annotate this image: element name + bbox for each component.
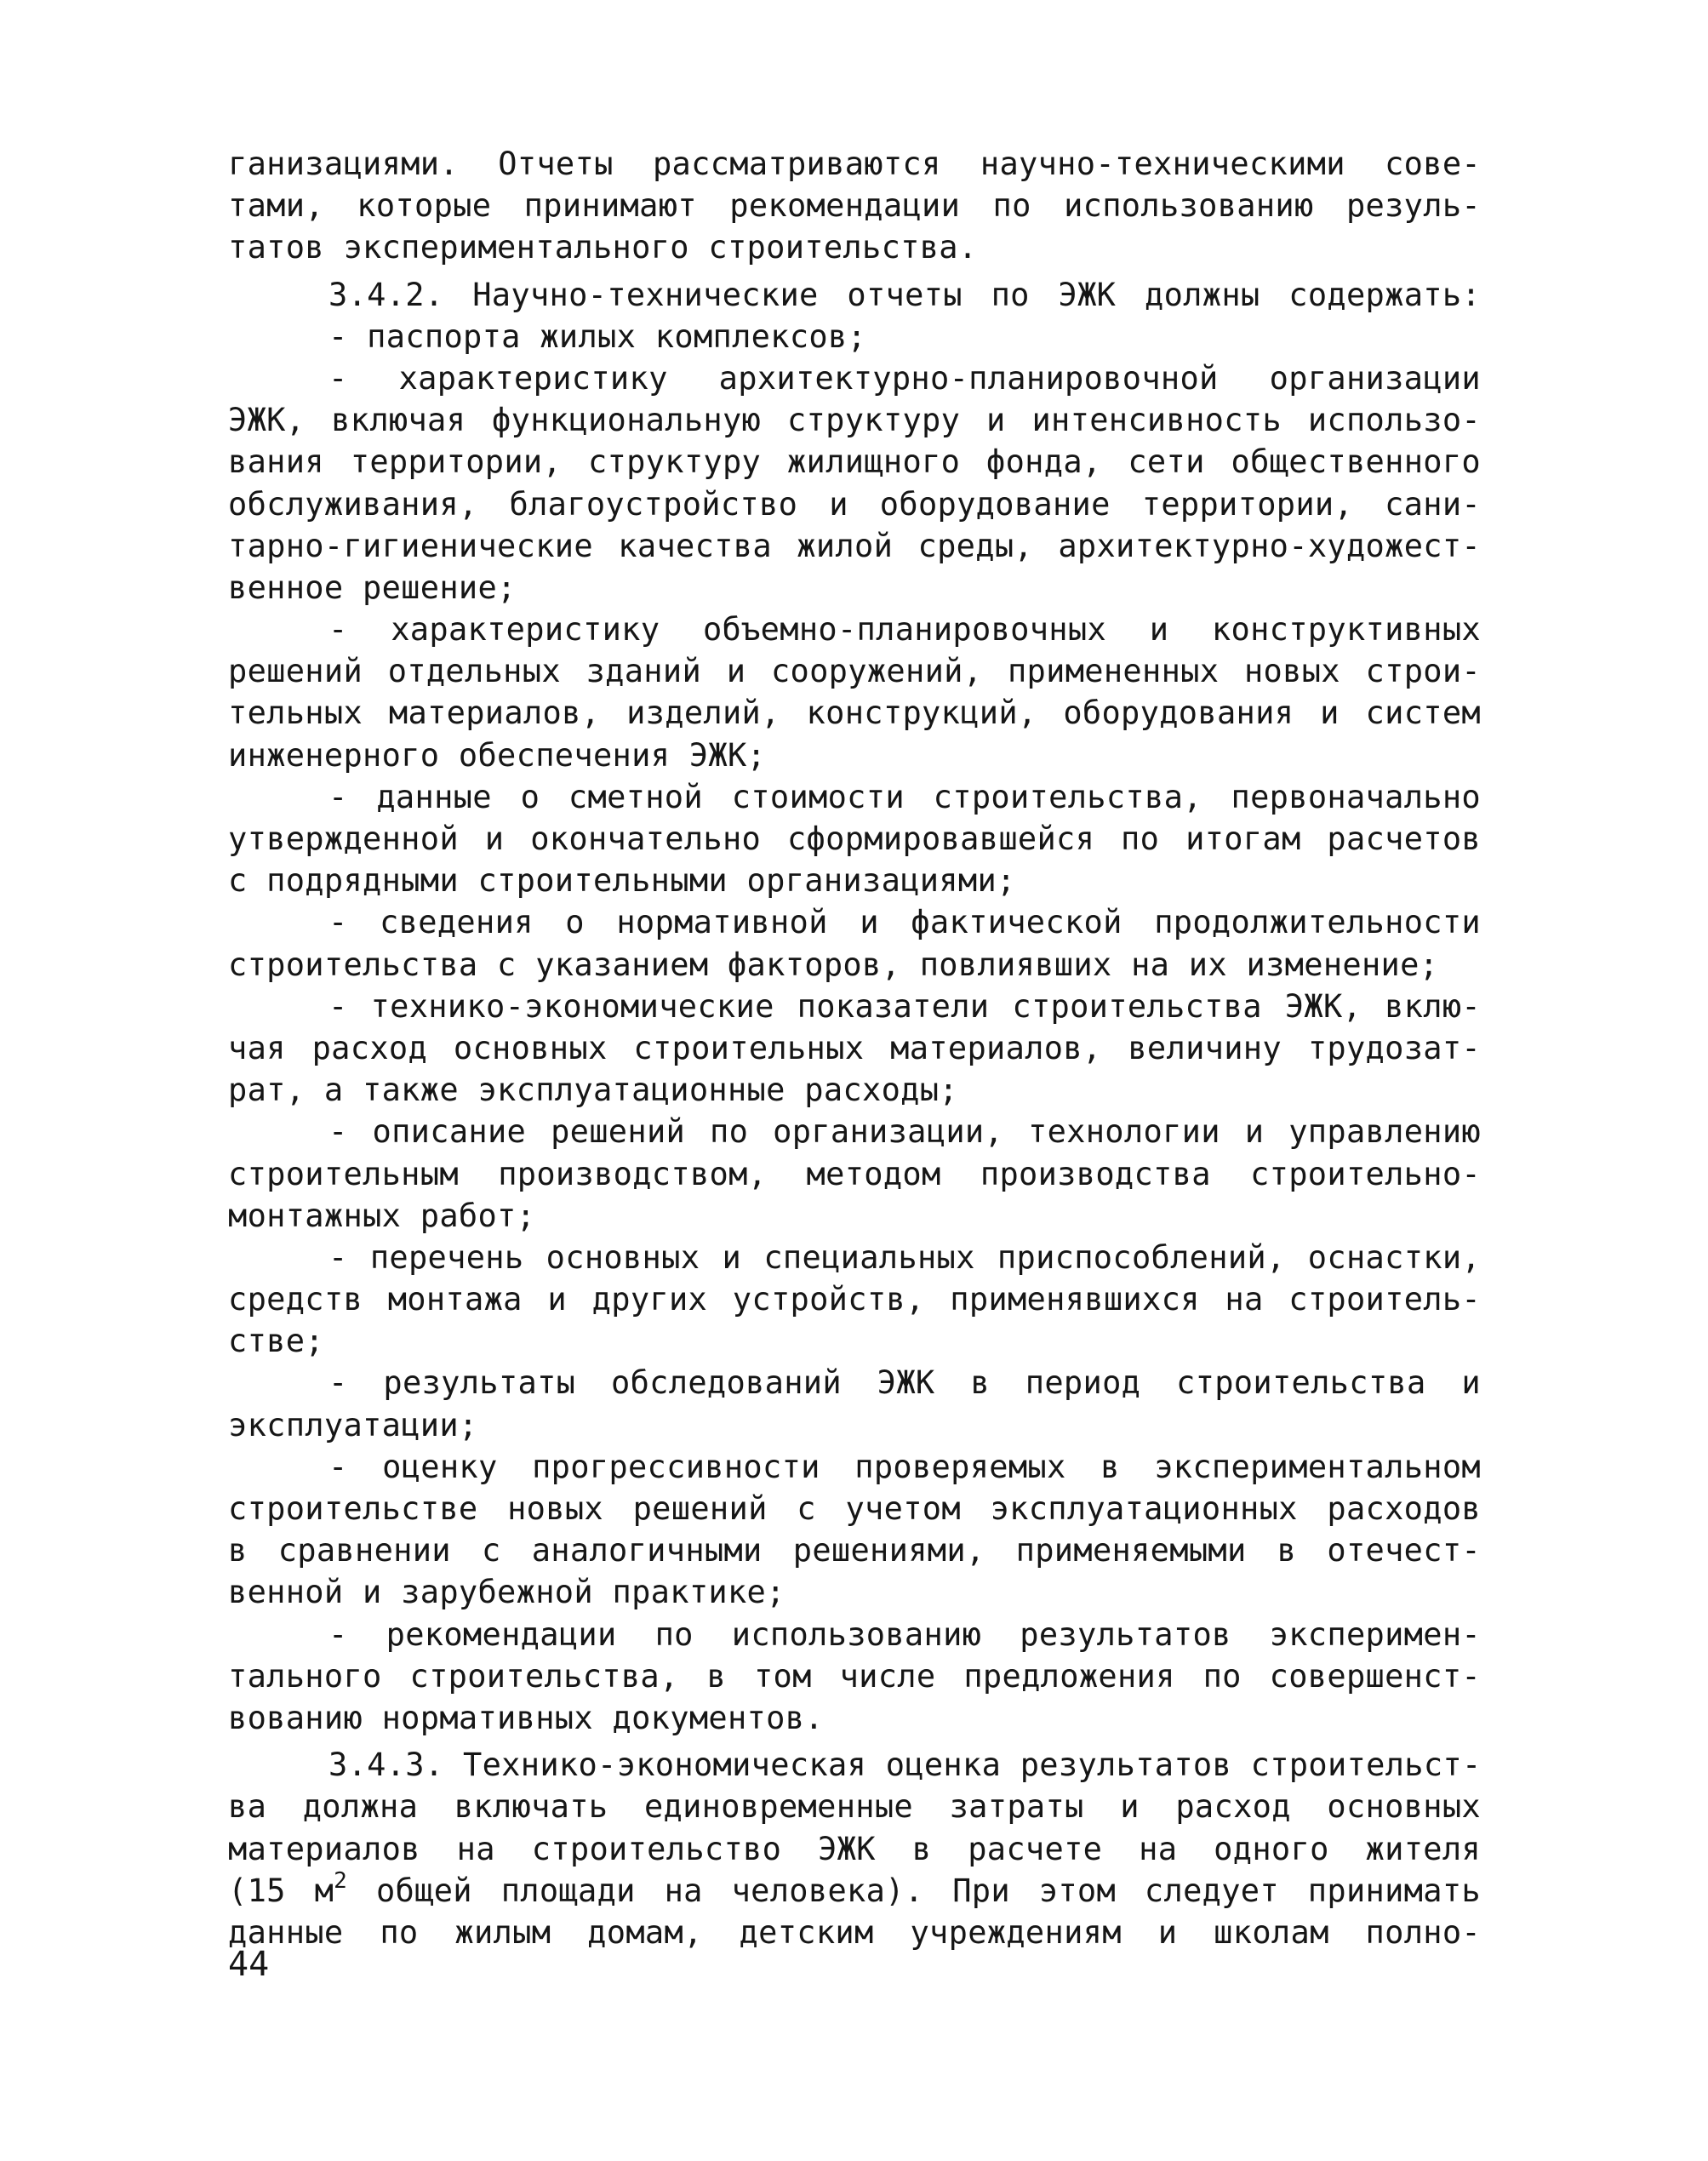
text-line: в сравнении с аналогичными решениями, применяемыми в отечест- [228,1532,1481,1569]
text-line: строительстве новых решений с учетом эксплуатационных расходов [228,1490,1481,1527]
text-line: эксплуатации; [228,1406,478,1444]
page-number: 44 [228,1945,270,1984]
list-item-text: - данные о сметной стоимости строительства, первоначально [328,778,1481,815]
text-line: строительства с указанием факторов, повлиявших на их изменение; [228,946,1439,983]
list-item-text: - результаты обследований ЭЖК в период строительства и [328,1364,1481,1402]
text-line: с подрядными строительными организациями; [228,862,1016,900]
section-heading-3-4-3: 3.4.3. Технико-экономическая оценка результатов строительст- [328,1747,1482,1784]
list-item-text: - перечень основных и специальных приспособлений, оснастки, [328,1238,1481,1276]
text-line: рат, а также эксплуатационные расходы; [228,1072,958,1109]
text-line-with-superscript [228,1870,1481,1912]
list-item-text: - технико-экономические показатели строительства ЭЖК, вклю- [328,987,1481,1025]
text-line: тарно-гигиенические качества жилой среды, архитектурно-художест- [228,527,1481,564]
text-line: утвержденной и окончательно сформировавшейся по итогам расчетов [228,820,1481,857]
text-line: материалов на строительство ЭЖК в расчете на одного жителя [228,1830,1481,1867]
text-line: обслуживания, благоустройство и оборудование территории, сани- [228,485,1481,523]
text-line: венной и зарубежной практике; [228,1574,785,1611]
list-item-text: - рекомендации по использованию результатов эксперимен- [328,1615,1481,1653]
text-line: тельных материалов, изделий, конструкций, оборудования и систем [228,695,1481,732]
text-line: венное решение; [228,569,517,606]
text-line: инженерного обеспечения ЭЖК; [228,736,767,774]
text-fragment: общей площади на человека). При этом следует принимать [347,1872,1481,1909]
text-line: тального строительства, в том числе предложения по совершенст- [228,1657,1481,1695]
list-item-text: - сведения о нормативной и фактической продолжительности [328,904,1481,941]
text-line: ганизациями. Отчеты рассматриваются научно-техническими сове- [228,146,1481,182]
section-heading-3-4-2: 3.4.2. Научно-технические отчеты по ЭЖК должны содержать: [328,276,1481,313]
text-line: тами, которые принимают рекомендации по использованию резуль- [228,187,1481,225]
list-item-text: - паспорта жилых комплексов; [328,317,867,355]
text-line: татов экспериментального строительства. [228,229,978,266]
text-line: вания территории, структуру жилищного фонда, сети общественного [228,443,1481,481]
list-item-text: - характеристику объемно-планировочных и конструктивных [328,611,1481,649]
text-line: чая расход основных строительных материалов, величину трудозат- [228,1029,1481,1066]
text-line: ЭЖК, включая функциональную структуру и интенсивность использо- [228,402,1481,439]
text-line: монтажных работ; [228,1197,536,1234]
list-item-text: - описание решений по организации, технологии и управлению [328,1113,1481,1151]
text-line: решений отдельных зданий и сооружений, примененных новых строи- [228,653,1481,690]
text-line: вованию нормативных документов. [228,1699,824,1736]
text-line: ва должна включать единовременные затраты и расход основных [228,1788,1481,1826]
text-line: средств монтажа и других устройств, применявшихся на строитель- [228,1281,1481,1318]
text-line: данные по жилым домам, детским учреждениям и школам полно- [228,1913,1481,1951]
text-line: стве; [228,1323,324,1360]
text-line: строительным производством, методом производства строительно- [228,1155,1481,1192]
list-item-text: - оценку прогрессивности проверяемых в экспериментальном [328,1448,1481,1485]
body-text [228,143,1481,1953]
list-item-text: - характеристику архитектурно-планировочной организации [328,359,1481,397]
text-fragment: (15 м [228,1872,334,1909]
superscript-2: 2 [334,1868,348,1895]
